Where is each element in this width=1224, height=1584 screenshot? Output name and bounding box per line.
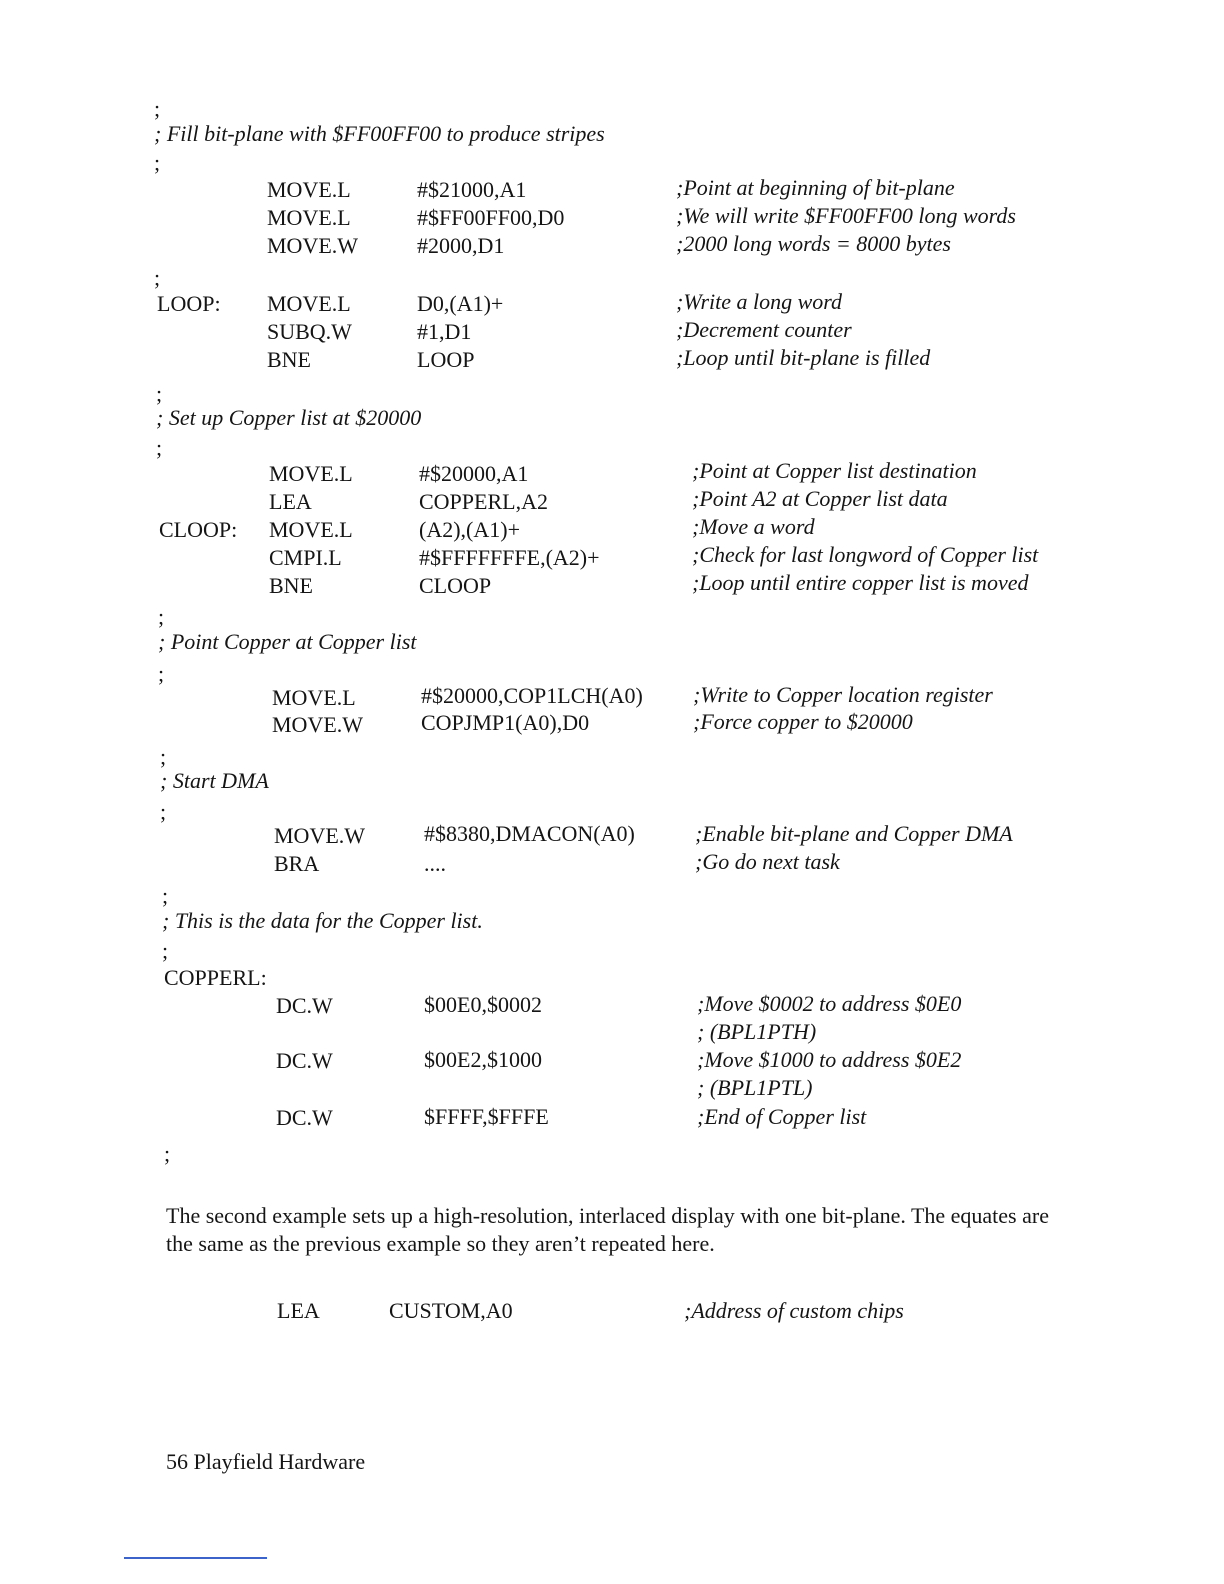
code-operand: #$20000,COP1LCH(A0) <box>421 683 643 708</box>
code-comment: ;Loop until entire copper list is moved <box>692 570 1029 595</box>
blank-comment: ; <box>158 604 165 629</box>
code-opcode: MOVE.L <box>267 291 351 316</box>
code-operand: LOOP <box>417 347 475 372</box>
page-footer: 56 Playfield Hardware <box>166 1449 366 1474</box>
code-comment: ;Loop until bit-plane is filled <box>676 345 931 370</box>
code-operand: #2000,D1 <box>417 233 505 258</box>
code-opcode: MOVE.L <box>269 517 353 542</box>
code-opcode: BNE <box>269 573 313 598</box>
code-opcode: LEA <box>277 1298 320 1323</box>
code-operand: $00E2,$1000 <box>424 1047 542 1072</box>
code-comment: ;Go do next task <box>695 849 840 874</box>
code-opcode: DC.W <box>276 1105 333 1130</box>
code-opcode: MOVE.L <box>267 177 351 202</box>
bottom-rule <box>124 1557 267 1559</box>
code-operand: #$21000,A1 <box>417 177 527 202</box>
code-operand: #1,D1 <box>417 319 472 344</box>
code-opcode: CMPI.L <box>269 545 342 570</box>
section-comment: ; Set up Copper list at $20000 <box>156 405 422 430</box>
code-opcode: DC.W <box>276 993 333 1018</box>
code-operand: #$20000,A1 <box>419 461 529 486</box>
code-comment: ;Force copper to $20000 <box>693 709 913 734</box>
code-operand: #$FF00FF00,D0 <box>417 205 565 230</box>
code-operand: $00E0,$0002 <box>424 992 542 1017</box>
code-comment: ;2000 long words = 8000 bytes <box>676 231 951 256</box>
code-comment: ;Enable bit-plane and Copper DMA <box>695 821 1013 846</box>
code-opcode: MOVE.L <box>269 461 353 486</box>
code-operand: D0,(A1)+ <box>417 291 504 316</box>
section-comment: ; This is the data for the Copper list. <box>162 908 483 933</box>
section-comment: ; Start DMA <box>160 768 269 793</box>
code-operand: (A2),(A1)+ <box>419 517 520 542</box>
code-label: CLOOP: <box>159 517 238 542</box>
body-paragraph: The second example sets up a high-resolution, interlaced display with one bit-plane. The equates are the same as the previous example so they aren’t repeated here. <box>166 1203 1049 1256</box>
code-operand: CUSTOM,A0 <box>389 1298 513 1323</box>
code-operand: COPPERL,A2 <box>419 489 548 514</box>
code-operand: CLOOP <box>419 573 492 598</box>
code-comment: ; (BPL1PTL) <box>697 1075 813 1100</box>
code-comment: ;Move $1000 to address $0E2 <box>697 1047 962 1072</box>
code-opcode: MOVE.L <box>267 205 351 230</box>
code-operand: #$8380,DMACON(A0) <box>424 821 635 846</box>
blank-comment: ; <box>162 883 169 908</box>
blank-comment: ; <box>154 265 161 290</box>
code-comment: ;Write to Copper location register <box>693 682 993 707</box>
blank-comment: ; <box>156 381 163 406</box>
code-opcode: LEA <box>269 489 312 514</box>
code-comment: ; (BPL1PTH) <box>697 1019 817 1044</box>
blank-comment: ; <box>158 661 165 686</box>
code-opcode: SUBQ.W <box>267 319 352 344</box>
blank-comment: ; <box>162 938 169 963</box>
code-comment: ;Check for last longword of Copper list <box>692 542 1039 567</box>
code-opcode: BNE <box>267 347 311 372</box>
code-opcode: MOVE.L <box>272 685 356 710</box>
code-opcode: MOVE.W <box>274 823 366 848</box>
blank-comment: ; <box>156 435 163 460</box>
blank-comment: ; <box>160 744 167 769</box>
blank-comment: ; <box>160 799 167 824</box>
blank-comment: ; <box>154 96 161 121</box>
code-operand: COPJMP1(A0),D0 <box>421 710 590 735</box>
code-operand: $FFFF,$FFFE <box>424 1104 549 1129</box>
code-comment: ;We will write $FF00FF00 long words <box>676 203 1016 228</box>
code-label: LOOP: <box>157 291 221 316</box>
code-operand: #$FFFFFFFE,(A2)+ <box>419 545 600 570</box>
section-comment: ; Fill bit-plane with $FF00FF00 to produce stripes <box>154 121 605 146</box>
section-comment: ; Point Copper at Copper list <box>158 629 417 654</box>
code-comment: ;Point A2 at Copper list data <box>692 486 948 511</box>
code-label: COPPERL: <box>164 965 267 990</box>
code-comment: ;End of Copper list <box>697 1104 867 1129</box>
code-opcode: MOVE.W <box>272 712 364 737</box>
code-comment: ;Move a word <box>692 514 815 539</box>
blank-comment: ; <box>164 1141 171 1166</box>
code-operand: .... <box>424 851 446 876</box>
code-comment: ;Point at beginning of bit-plane <box>676 175 955 200</box>
code-opcode: DC.W <box>276 1048 333 1073</box>
code-comment: ;Decrement counter <box>676 317 852 342</box>
blank-comment: ; <box>154 150 161 175</box>
code-comment: ;Move $0002 to address $0E0 <box>697 991 962 1016</box>
code-comment: ;Address of custom chips <box>684 1298 904 1323</box>
code-opcode: BRA <box>274 851 320 876</box>
code-opcode: MOVE.W <box>267 233 359 258</box>
code-comment: ;Write a long word <box>676 289 843 314</box>
code-comment: ;Point at Copper list destination <box>692 458 977 483</box>
